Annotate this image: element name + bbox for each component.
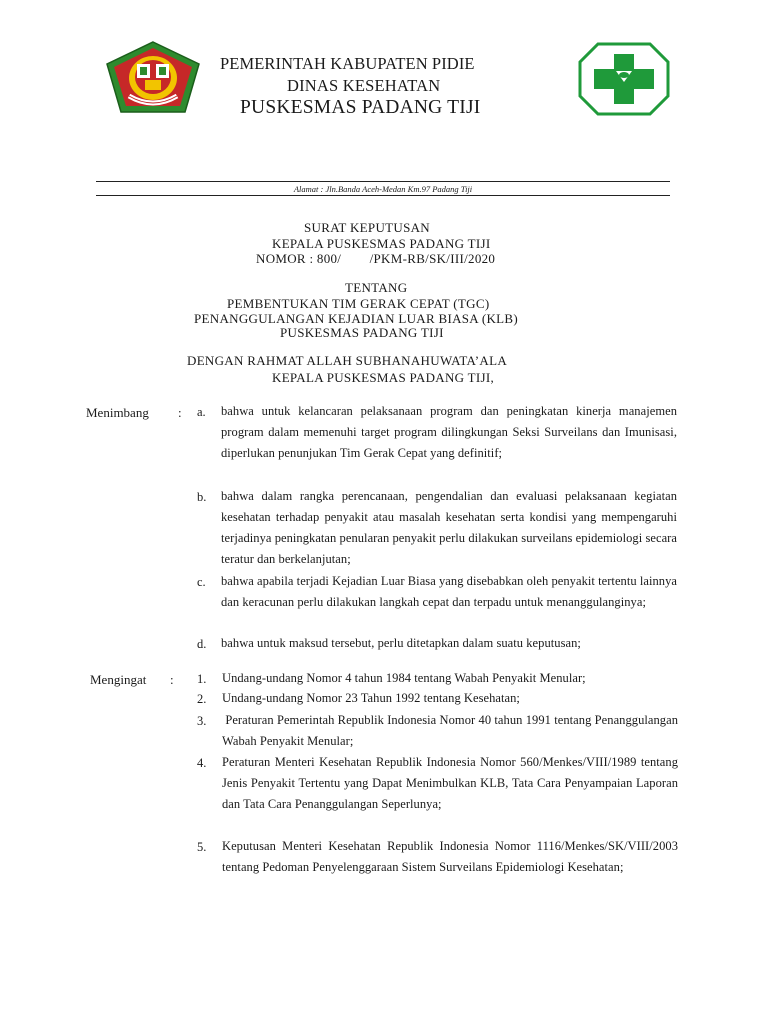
mengingat-marker-4: 4. bbox=[197, 756, 207, 770]
mengingat-item-1: Undang-undang Nomor 4 tahun 1984 tentang Wabah Penyakit Menular; bbox=[222, 671, 586, 685]
rahmat-line: DENGAN RAHMAT ALLAH SUBHANAHUWATA’ALA bbox=[187, 353, 508, 368]
decree-tentang: TENTANG bbox=[345, 280, 408, 295]
mengingat-item-4: Peraturan Menteri Kesehatan Republik Indonesia Nomor 560/Menkes/VIII/1989 tentang Jenis Penyakit Tertentu yang Dapat Menimbulkan KLB, Tata Cara Penyampaian Laporan dan Tata Cara Penanggulangan Seperlunya; bbox=[222, 755, 678, 811]
mengingat-marker-5: 5. bbox=[197, 840, 207, 854]
decree-title: SURAT KEPUTUSAN bbox=[304, 220, 430, 235]
decree-issuer: KEPALA PUSKESMAS PADANG TIJI bbox=[272, 236, 491, 251]
mengingat-marker-3: 3. bbox=[197, 714, 207, 728]
menimbang-item-b: bahwa dalam rangka perencanaan, pengendalian dan evaluasi pelaksanaan kegiatan kesehatan terhadap penyakit atau masalah kesehatan serta kondisi yang mempengaruhi terjadinya peningkatan penularan penyakit perlu dilakukan surveilans epidemiologi secara teratur dan berkelanjutan; bbox=[221, 489, 677, 566]
menimbang-colon: : bbox=[178, 405, 182, 420]
mengingat-item-5: Keputusan Menteri Kesehatan Republik Indonesia Nomor 1116/Menkes/SK/VIII/2003 tentang Pedoman Penyelenggaraan Sistem Surveilans Epidemiologi Kesehatan; bbox=[222, 839, 678, 874]
header-government-line: PEMERINTAH KABUPATEN PIDIE bbox=[220, 54, 475, 73]
menimbang-item-c: bahwa apabila terjadi Kejadian Luar Biasa yang disebabkan oleh penyakit tertentu lainnya dan keracunan perlu dilakukan langkah cepat dan terpadu untuk menanggulanginya; bbox=[221, 574, 677, 609]
header-address: Alamat : Jln.Banda Aceh-Medan Km.97 Padang Tiji bbox=[293, 184, 473, 194]
mengingat-item-2: Undang-undang Nomor 23 Tahun 1992 tentang Kesehatan; bbox=[222, 691, 520, 705]
header-institution-line: PUSKESMAS PADANG TIJI bbox=[240, 97, 481, 118]
header-rule-bottom bbox=[96, 195, 670, 196]
header-rule-top bbox=[96, 181, 670, 182]
mengingat-colon: : bbox=[170, 672, 174, 687]
menimbang-item-a: bahwa untuk kelancaran pelaksanaan program dan peningkatan kinerja manajemen program dalam memenuhi target program dilingkungan Seksi Surveilans dan Imunisasi, diperlukan penunjukan Tim Gerak Cepat yang definitif; bbox=[221, 404, 677, 460]
mengingat-marker-2: 2. bbox=[197, 692, 207, 706]
mengingat-label: Mengingat bbox=[90, 672, 147, 687]
menimbang-item-d: bahwa untuk maksud tersebut, perlu ditetapkan dalam suatu keputusan; bbox=[221, 636, 581, 650]
pidie-regency-coat-of-arms-icon bbox=[105, 40, 201, 114]
menimbang-marker-a: a. bbox=[197, 405, 206, 419]
menimbang-label: Menimbang bbox=[86, 405, 149, 420]
menimbang-marker-b: b. bbox=[197, 490, 207, 504]
decree-subject-line-3: PUSKESMAS PADANG TIJI bbox=[280, 325, 444, 340]
kepala-line: KEPALA PUSKESMAS PADANG TIJI, bbox=[272, 370, 495, 385]
mengingat-marker-1: 1. bbox=[197, 672, 207, 686]
menimbang-marker-d: d. bbox=[197, 637, 207, 651]
header-department-line: DINAS KESEHATAN bbox=[287, 76, 441, 95]
menimbang-marker-c: c. bbox=[197, 575, 206, 589]
decree-subject-line-1: PEMBENTUKAN TIM GERAK CEPAT (TGC) bbox=[227, 296, 490, 311]
decree-number: NOMOR : 800/ /PKM-RB/SK/III/2020 bbox=[256, 251, 496, 266]
mengingat-item-3: Peraturan Pemerintah Republik Indonesia Nomor 40 tahun 1991 tentang Penanggulangan Wabah Penyakit Menular; bbox=[222, 713, 681, 748]
decree-subject-line-2: PENANGGULANGAN KEJADIAN LUAR BIASA (KLB) bbox=[194, 311, 518, 326]
